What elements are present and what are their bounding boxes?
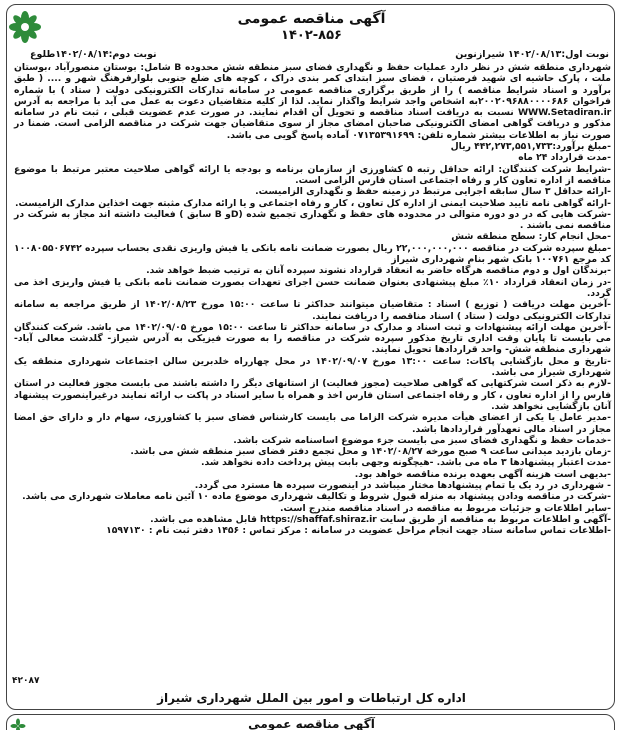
body-paragraph: -ارائه حداقل ۳ سال سابقه اجرایی مرتبط در زمینه حفظ و نگهداری الزامیست. — [255, 186, 611, 198]
issuer-signature: اداره کل ارتباطات و امور بین الملل شهرداری شیراز — [157, 691, 466, 705]
body-paragraph: -در زمان انعقاد قرارداد ۱۰٪ مبلغ پیشنهادی بعنوان ضمانت حسن اجرای تعهدات بصورت ضمانت نامه بانکی یا فیش واریزی اخذ می گردد. — [14, 276, 611, 299]
notice-title: آگهی مناقصه عمومی — [237, 11, 386, 27]
body-paragraph: -مبلغ برآورد:۴۴۲,۲۷۳,۵۵۱,۷۳۳ ریال — [450, 141, 611, 153]
notice-code: ۴۲۰۸۷ — [12, 676, 40, 686]
body-paragraph: -اطلاعات تماس سامانه ستاد جهت انجام مراحل عضویت در سامانه : مرکز تماس : ۱۴۵۶ دفتر ثبت نام : ۱۵۹۷۱۳۰ — [106, 525, 611, 537]
body-paragraph: -آخرین مهلت ارائه پیشنهادات و ثبت اسناد و مدارک در سامانه حداکثر تا ساعت ۱۵:۰۰ مورخ ۱۴۰۲/۰۹/۰۵ می باشد. شرکت کنندگان می بایست تا پایان وقت اداری تاریخ مذکور سپرده شرکت در مناقصه را به صورت فیزیکی به آدرس شیراز- گلدشت معالی آباد- شهرداری منطقه شش- واحد قراردادها تحویل نمایند. — [14, 321, 611, 356]
body-paragraph: -سایر اطلاعات و جزئیات مربوط به مناقصه در اسناد مناقصه مندرج است. — [280, 502, 611, 514]
body-paragraph: شهرداری منطقه شش در نظر دارد عملیات حفظ و نگهداری فضای سبز منطقه شش محدوده B شامل: بوستان منصورآباد ،بوستان ملت ، پارک حاشیه ای شهید فرصتیان ، فضای سبز ابتدای کمر بندی دراک ، کوچه های ضلع جنوبی بلوارفرهنگ شهر و .... ( طبق برآورد و اسناد شرایط مناقصه ) را از طریق برگزاری مناقصه عمومی در سامانه تدارکات الکترونیکی دولت ( ستاد ) با شماره فراخوان ۲۰۰۲۰۹۶۸۸۰۰۰۰۶۸۶به اشخاص واجد شرایط واگذار نماید. لذا از کلیه متقاضیان دعوت به عمل می آید با مراجعه به آدرس WWW.Setadiran.ir نسبت به دریافت اسناد مناقصه و تحویل آن اقدام نمایند. در صورت عدم عضویت قبلی ، ثبت نام در سامانه مذکور و دریافت گواهی امضای الکترونیکی صاحبان امضای مجاز از سوی متقاضیان جهت شرکت در مناقصه الزامی است. ضمنا در صورت نیاز به اطلاعات بیشتر شماره تلفن: ۰۷۱۳۵۳۹۱۶۹۹ آماده پاسخ گویی می باشد. — [14, 62, 611, 141]
publication-dates — [30, 48, 609, 62]
second-publication-date: نوبت دوم:۱۴۰۲/۰۸/۱۴طلوع — [30, 49, 157, 60]
notice-number: ۱۴۰۲-۸۵۶ — [281, 28, 342, 43]
body-paragraph: -شرکت هایی که در دو دوره متوالی در محدوده های حفظ و نگهداری تجمیع شده (Dو B سابق ) فعالیت داشته اند مجاز به شرکت در مناقصه نمی باشند . — [14, 208, 611, 232]
body-paragraph: -ارائه گواهی نامه تایید صلاحیت ایمنی از اداره کل تعاون ، کار و رفاه اجتماعی و یا ارائه مدارک مثبته جهت اخذاین مدارک الزامیست. — [14, 197, 611, 209]
next-notice-title: آگهی مناقصه عمومی — [248, 717, 375, 730]
notice-body — [14, 62, 611, 674]
body-paragraph: -خدمات حفظ و نگهداری فضای سبز می بایست جزء موضوع اساسنامه شرکت باشد. — [233, 434, 611, 446]
first-publication-date: نوبت اول:۱۴۰۲/۰۸/۱۳ شیرازنوین — [455, 49, 609, 60]
body-paragraph: -آگهی و اطلاعات مربوط به مناقصه از طریق سایت https://shaffaf.shiraz.ir قابل مشاهده می باشد. — [150, 513, 611, 525]
body-paragraph: -شرایط شرکت کنندگان: ارائه حداقل رتبه ۵ کشاورزی از سازمان برنامه و بودجه یا ارائه گواهی صلاحیت معتبر مرتبط با موضوع مناقصه از اداره تعاون کار و رفاه اجتماعی استان فارس الزامی است. — [14, 163, 612, 186]
body-paragraph: -بدیهی است هزینه آگهی بعهده برنده مناقصه خواهد بود. — [354, 468, 611, 480]
body-paragraph: -لازم به ذکر است شرکتهایی که گواهی صلاحیت (مجوز فعالیت) از استانهای دیگر را داشته باشند می بایست مجوز فعالیت در استان فارس را از اداره تعاون ، کار و رفاه اجتماعی استان فارس اخذ و همراه با سایر اسناد در پاکت ب ارائه نمایند درغیراینصورت پیشنهاد آنان بازگشایی نخواهد شد. — [14, 378, 611, 412]
body-paragraph: -تاریخ و محل بازگشایی پاکات: ساعت ۱۳:۰۰ مورخ ۱۴۰۲/۰۹/۰۷ در محل چهارراه خلدبرین سالن اجتماعات شهرداری منطقه یک شهرداری شیراز می باشد. — [14, 355, 611, 379]
body-paragraph: -شرکت در مناقصه ودادن پیشنهاد به منزله قبول شروط و تکالیف شهرداری موضوع ماده ۱۰ آئین نامه معاملات شهرداری می باشد. — [22, 491, 611, 503]
body-paragraph: -مبلغ سپرده شرکت در مناقصه ۲۲,۰۰۰,۰۰۰,۰۰۰ ریال بصورت ضمانت نامه بانکی یا فیش واریزی نقدی بحساب سپرده ۱۰۰۸۰۵۵۰۶۷۴۲ کد مرجع ۱۰۰۷۶۱ بانک شهر بنام شهرداری شیراز — [14, 242, 611, 266]
body-paragraph: -مدیر عامل یا یکی از اعضای هیأت مدیره شرکت الزاما می بایست کارشناس فضای سبز یا کشاورزی، سهام دار و دارای حق امضا مجاز در اسناد مالی تعهدآور قراردادها باشد. — [14, 412, 611, 435]
body-paragraph: -مدت قرارداد ۲۴ ماه — [518, 152, 611, 164]
body-paragraph: -محل انجام کار: سطح منطقه شش — [451, 231, 611, 243]
body-paragraph: -مدت اعتبار پیشنهادها ۳ ماه می باشد. -هیچگونه وجهی بابت پیش پرداخت داده نخواهد شد. — [200, 457, 611, 469]
body-paragraph: - شهرداری در رد یک یا تمام پیشنهادها مختار میباشد در اینصورت سپرده ها مسترد می گردد. — [194, 479, 611, 491]
body-paragraph: -زمان بازدید میدانی ساعت ۹ صبح مورخه ۱۴۰۲/۰۸/۲۷ و محل تجمع دفتر فضای سبز منطقه شش می باشد. — [130, 446, 611, 458]
body-paragraph: -برندگان اول و دوم مناقصه هرگاه حاضر به انعقاد قرارداد نشوند سپرده آنان به ترتیب ضبط خواهد شد. — [146, 265, 611, 277]
body-paragraph: -آخرین مهلت دریافت ( توزیع ) اسناد : متقاضیان میتوانند حداکثر تا ساعت ۱۵:۰۰ مورخ ۱۴۰۲/۰۸/۲۳ از طریق مراجعه به سامانه تدارکات الکترونیکی دولت ( ستاد ) اسناد مناقصه را دریافت نمایند. — [14, 299, 611, 322]
